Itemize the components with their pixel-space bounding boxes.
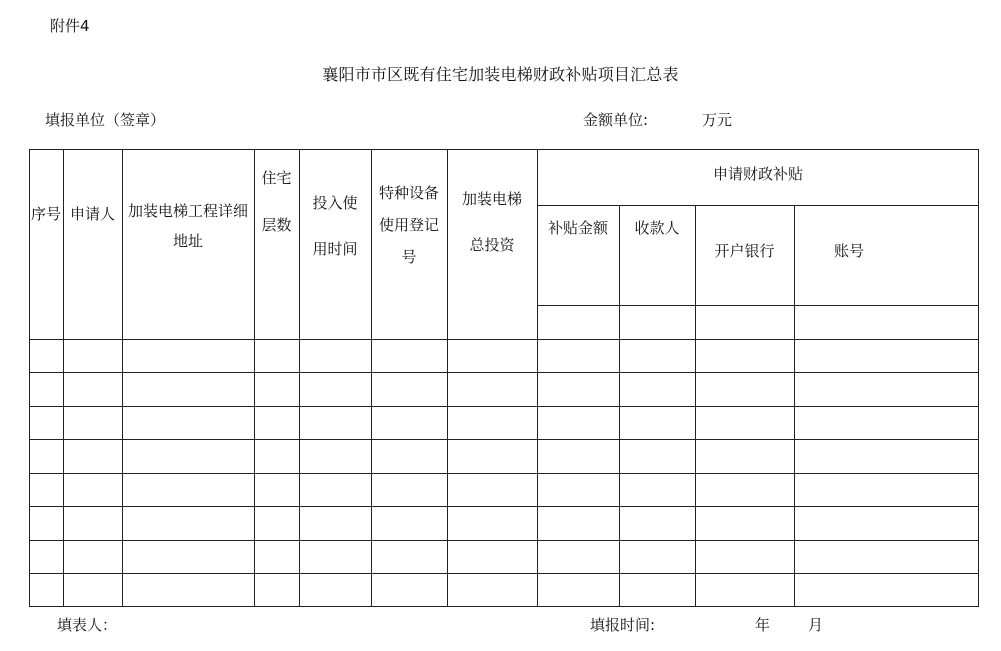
table-bottom-border — [29, 606, 979, 607]
table-right-border — [978, 149, 979, 607]
header-address-line2: 地址 — [172, 232, 203, 250]
row-line — [29, 540, 979, 541]
page-title: 襄阳市市区既有住宅加装电梯财政补贴项目汇总表 — [322, 65, 679, 84]
header-address-line1: 加装电梯工程详细 — [127, 202, 248, 220]
header-usage-time-line2: 用时间 — [312, 240, 358, 258]
row-line — [29, 406, 979, 407]
amount-unit-value: 万元 — [702, 111, 733, 129]
table-top-border — [29, 149, 979, 150]
header-subsidy-amount: 补贴金额 — [547, 219, 608, 237]
header-seq: 序号 — [30, 205, 61, 223]
header-usage-time-line1: 投入使 — [312, 194, 358, 212]
col-line — [447, 149, 448, 607]
header-equip-line1: 特种设备 — [378, 184, 439, 202]
header-floors-line2: 层数 — [261, 216, 292, 234]
header-bottom-line — [29, 339, 979, 340]
row-line — [29, 573, 979, 574]
subsidy-sub-divider — [537, 305, 979, 306]
fill-unit-label: 填报单位（签章） — [45, 111, 166, 129]
filler-label: 填表人： — [57, 616, 118, 634]
header-equip-line2: 使用登记 — [378, 216, 439, 234]
row-line — [29, 439, 979, 440]
fill-time-label: 填报时间: — [590, 616, 656, 634]
header-invest-line1: 加装电梯 — [461, 190, 522, 208]
amount-unit-label: 金额单位: — [583, 111, 649, 129]
header-applicant: 申请人 — [69, 205, 115, 223]
summary-table — [29, 149, 979, 607]
header-account: 账号 — [833, 242, 864, 260]
header-bank: 开户银行 — [714, 242, 775, 260]
month-label: 月 — [808, 616, 824, 634]
row-line — [29, 506, 979, 507]
header-floors-line1: 住宅 — [261, 169, 292, 187]
row-line — [29, 473, 979, 474]
header-equip-line3: 号 — [401, 248, 417, 266]
header-subsidy-group: 申请财政补贴 — [712, 165, 803, 183]
subsidy-group-divider — [537, 205, 979, 206]
attachment-label: 附件4 — [50, 17, 90, 35]
header-payee: 收款人 — [634, 219, 680, 237]
header-invest-line2: 总投资 — [469, 236, 515, 254]
row-line — [29, 372, 979, 373]
col-line — [299, 149, 300, 607]
year-label: 年 — [755, 616, 771, 634]
